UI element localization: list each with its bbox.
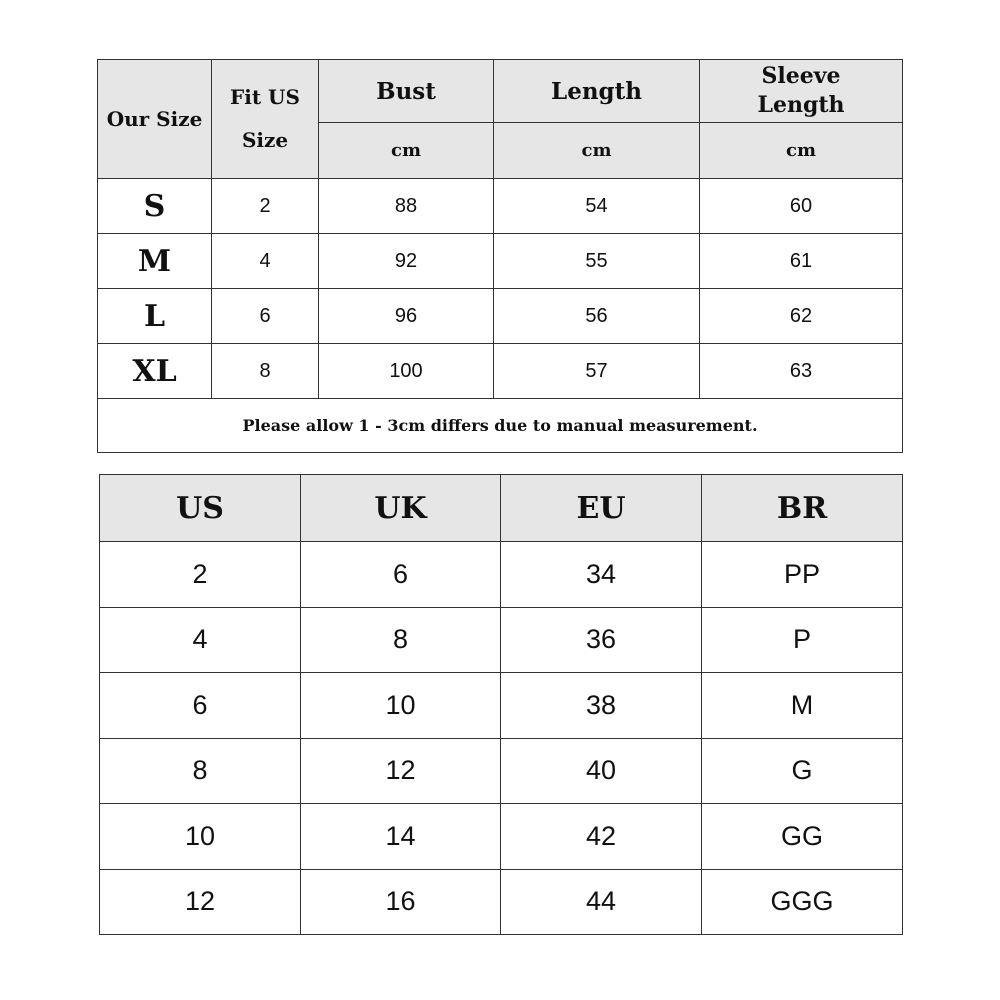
- us-cell: 2: [212, 179, 319, 234]
- fit-us-header-line2: Size: [241, 128, 289, 152]
- table-row: [98, 344, 903, 399]
- br-cell: P: [702, 607, 903, 673]
- table-row: [98, 179, 903, 234]
- eu-cell: 44: [501, 869, 702, 935]
- size-cell: L: [98, 289, 212, 344]
- uk-cell: 16: [301, 869, 501, 935]
- uk-cell: 12: [301, 738, 501, 804]
- us-cell: 4: [212, 234, 319, 289]
- table-row: [100, 738, 903, 804]
- us-cell: 8: [100, 738, 301, 804]
- bust-unit: cm: [319, 123, 494, 179]
- sleeve-cell: 62: [700, 289, 903, 344]
- size-chart-table: [97, 59, 903, 453]
- length-cell: 57: [494, 344, 700, 399]
- table-row: [100, 607, 903, 673]
- eu-cell: 34: [501, 542, 702, 608]
- size-conversion-table: [99, 474, 903, 935]
- sleeve-header-line2: Length: [757, 92, 845, 118]
- uk-cell: 6: [301, 542, 501, 608]
- bust-cell: 92: [319, 234, 494, 289]
- uk-cell: 10: [301, 673, 501, 739]
- size-cell: S: [98, 179, 212, 234]
- length-unit: cm: [494, 123, 700, 179]
- eu-cell: 42: [501, 804, 702, 870]
- size-cell: M: [98, 234, 212, 289]
- br-header: BR: [702, 475, 903, 542]
- br-cell: GG: [702, 804, 903, 870]
- br-cell: G: [702, 738, 903, 804]
- length-cell: 55: [494, 234, 700, 289]
- us-cell: 6: [212, 289, 319, 344]
- fit-us-header-line1: Fit US: [230, 85, 300, 109]
- table-row: [100, 673, 903, 739]
- us-cell: 10: [100, 804, 301, 870]
- uk-cell: 8: [301, 607, 501, 673]
- eu-cell: 38: [501, 673, 702, 739]
- length-header: Length: [494, 60, 700, 123]
- table-row: [100, 804, 903, 870]
- br-cell: M: [702, 673, 903, 739]
- size-cell: XL: [98, 344, 212, 399]
- table-row: [98, 289, 903, 344]
- bust-cell: 88: [319, 179, 494, 234]
- sleeve-cell: 60: [700, 179, 903, 234]
- sleeve-unit: cm: [700, 123, 903, 179]
- us-cell: 2: [100, 542, 301, 608]
- br-cell: GGG: [702, 869, 903, 935]
- sleeve-length-header: [700, 60, 903, 123]
- uk-header: UK: [301, 475, 501, 542]
- eu-cell: 40: [501, 738, 702, 804]
- bust-cell: 96: [319, 289, 494, 344]
- br-cell: PP: [702, 542, 903, 608]
- sleeve-cell: 63: [700, 344, 903, 399]
- measurement-note: Please allow 1 - 3cm differs due to manual measurement.: [98, 399, 903, 453]
- us-cell: 6: [100, 673, 301, 739]
- eu-cell: 36: [501, 607, 702, 673]
- eu-header: EU: [501, 475, 702, 542]
- us-header: US: [100, 475, 301, 542]
- us-cell: 4: [100, 607, 301, 673]
- bust-cell: 100: [319, 344, 494, 399]
- our-size-header: Our Size: [98, 60, 212, 179]
- length-cell: 54: [494, 179, 700, 234]
- table-row: [98, 234, 903, 289]
- bust-header: Bust: [319, 60, 494, 123]
- us-cell: 12: [100, 869, 301, 935]
- table-row: [100, 542, 903, 608]
- table-row: [100, 869, 903, 935]
- length-cell: 56: [494, 289, 700, 344]
- sleeve-cell: 61: [700, 234, 903, 289]
- uk-cell: 14: [301, 804, 501, 870]
- fit-us-size-header: [212, 60, 319, 179]
- sleeve-header-line1: Sleeve: [761, 63, 841, 89]
- us-cell: 8: [212, 344, 319, 399]
